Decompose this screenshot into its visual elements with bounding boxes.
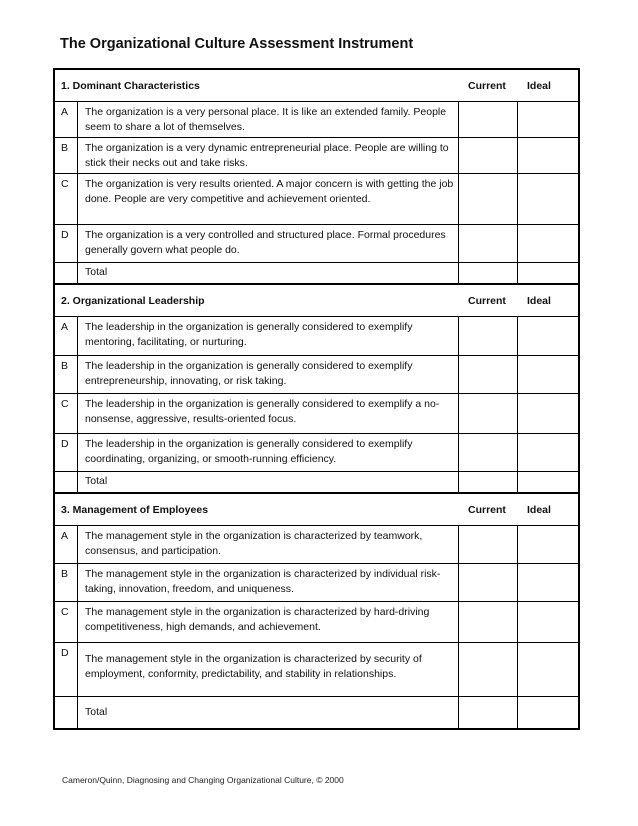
item-row — [55, 173, 578, 224]
current-score-cell[interactable] — [458, 602, 517, 642]
ideal-score-cell[interactable] — [517, 602, 578, 642]
item-statement: The organization is a very dynamic entrepreneurial place. People are willing to stick their necks out and take risks. — [77, 138, 458, 173]
ideal-score-cell[interactable] — [517, 102, 578, 137]
item-statement: The management style in the organization is characterized by security of employment, conformity, predictability, and stability in relationships. — [77, 643, 458, 696]
item-statement: The organization is a very controlled and structured place. Formal procedures generally govern what people do. — [77, 225, 458, 262]
item-letter: D — [61, 438, 69, 450]
total-label: Total — [77, 263, 458, 283]
ideal-score-cell[interactable] — [517, 225, 578, 262]
section-heading: 1. Dominant Characteristics — [61, 79, 200, 92]
current-score-cell[interactable] — [458, 526, 517, 563]
ideal-score-cell[interactable] — [517, 643, 578, 696]
current-column-header: Current — [468, 79, 506, 92]
current-score-cell[interactable] — [458, 138, 517, 173]
current-column-header: Current — [468, 503, 506, 516]
total-label: Total — [77, 697, 458, 728]
ideal-column-header: Ideal — [527, 294, 551, 307]
current-score-cell[interactable] — [458, 394, 517, 433]
section-heading: 3. Management of Employees — [61, 503, 209, 516]
ideal-score-cell[interactable] — [517, 564, 578, 601]
assessment-table — [53, 68, 580, 730]
current-score-cell[interactable] — [458, 356, 517, 393]
page-title: The Organizational Culture Assessment Instrument — [60, 36, 414, 52]
total-row — [55, 262, 578, 283]
item-statement: The organization is very results oriented. A major concern is with getting the job done. People are very competitive and achievement oriented. — [77, 174, 458, 224]
total-letter-blank — [55, 697, 77, 728]
item-letter: B — [61, 142, 69, 154]
current-score-cell[interactable] — [458, 225, 517, 262]
ideal-column-header: Ideal — [527, 79, 551, 92]
ideal-score-cell[interactable] — [517, 434, 578, 471]
current-score-cell[interactable] — [458, 317, 517, 355]
current-score-cell[interactable] — [458, 643, 517, 696]
current-column-header: Current — [468, 294, 506, 307]
total-row — [55, 471, 578, 492]
item-row — [55, 525, 578, 563]
current-score-cell[interactable] — [458, 102, 517, 137]
total-letter-blank — [55, 263, 77, 283]
item-row — [55, 137, 578, 173]
ideal-column-header: Ideal — [527, 503, 551, 516]
item-row — [55, 316, 578, 355]
ideal-score-cell[interactable] — [517, 138, 578, 173]
section-3 — [55, 492, 578, 728]
current-score-cell[interactable] — [458, 434, 517, 471]
item-row — [55, 355, 578, 393]
item-letter: D — [61, 647, 69, 659]
item-statement: The leadership in the organization is generally considered to exemplify coordinating, organizing, or smooth-running efficiency. — [77, 434, 458, 471]
ideal-score-cell[interactable] — [517, 356, 578, 393]
item-row — [55, 563, 578, 601]
ideal-score-cell[interactable] — [517, 526, 578, 563]
item-letter: B — [61, 568, 69, 580]
item-row — [55, 601, 578, 642]
footer-citation: Cameron/Quinn, Diagnosing and Changing Organizational Culture, © 2000 — [62, 775, 344, 785]
item-statement: The management style in the organization is characterized by hard-driving competitiveness, high demands, and achievement. — [77, 602, 458, 642]
current-total-cell[interactable] — [458, 697, 517, 728]
item-row — [55, 433, 578, 471]
section-heading: 2. Organizational Leadership — [61, 294, 205, 307]
current-total-cell[interactable] — [458, 472, 517, 492]
item-statement: The management style in the organization is characterized by individual risk-taking, innovation, freedom, and uniqueness. — [77, 564, 458, 601]
item-letter: B — [61, 360, 69, 372]
ideal-total-cell[interactable] — [517, 697, 578, 728]
current-score-cell[interactable] — [458, 564, 517, 601]
item-row — [55, 224, 578, 262]
total-letter-blank — [55, 472, 77, 492]
item-statement: The leadership in the organization is generally considered to exemplify entrepreneurship, innovating, or risk taking. — [77, 356, 458, 393]
total-row — [55, 696, 578, 728]
item-statement: The management style in the organization is characterized by teamwork, consensus, and participation. — [77, 526, 458, 563]
total-label: Total — [77, 472, 458, 492]
section-header — [55, 285, 578, 316]
ideal-score-cell[interactable] — [517, 317, 578, 355]
item-letter: D — [61, 229, 69, 241]
section-1 — [55, 70, 578, 283]
item-row — [55, 393, 578, 433]
ideal-score-cell[interactable] — [517, 174, 578, 224]
item-letter: A — [61, 321, 69, 333]
current-total-cell[interactable] — [458, 263, 517, 283]
ideal-score-cell[interactable] — [517, 394, 578, 433]
ideal-total-cell[interactable] — [517, 472, 578, 492]
current-score-cell[interactable] — [458, 174, 517, 224]
section-header — [55, 70, 578, 101]
item-letter: C — [61, 606, 69, 618]
item-statement: The leadership in the organization is generally considered to exemplify a no-nonsense, aggressive, results-oriented focus. — [77, 394, 458, 433]
item-letter: A — [61, 106, 69, 118]
ideal-total-cell[interactable] — [517, 263, 578, 283]
item-statement: The leadership in the organization is generally considered to exemplify mentoring, facilitating, or nurturing. — [77, 317, 458, 355]
item-letter: A — [61, 530, 69, 542]
item-row — [55, 642, 578, 696]
section-2 — [55, 283, 578, 492]
item-statement: The organization is a very personal place. It is like an extended family. People seem to share a lot of themselves. — [77, 102, 458, 137]
item-letter: C — [61, 178, 69, 190]
item-row — [55, 101, 578, 137]
item-letter: C — [61, 398, 69, 410]
section-header — [55, 494, 578, 525]
